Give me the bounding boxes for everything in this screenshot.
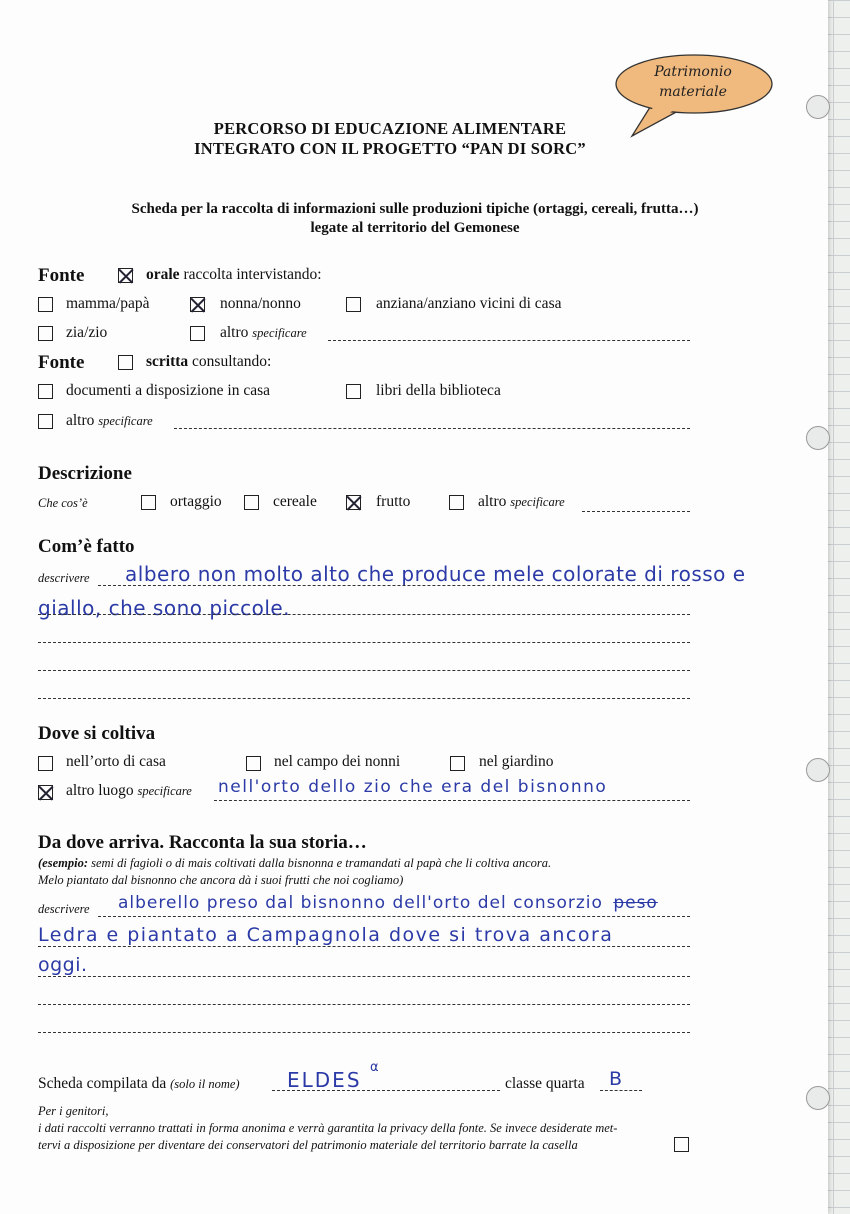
come-fatto-answer-1: albero non molto alto che produce mele colorate di rosso e (125, 562, 746, 586)
orto-casa-label: nell’orto di casa (66, 753, 166, 770)
campo-nonni-label: nel campo dei nonni (274, 753, 401, 770)
compiled-by-label: Scheda compilata da (solo il nome) (38, 1075, 240, 1092)
orale-altro-label: altro specificare (220, 324, 307, 341)
parents-heading: Per i genitori, (38, 1104, 109, 1118)
ortaggio-label: ortaggio (170, 493, 222, 510)
punch-hole (806, 95, 830, 119)
storia-answer-2: Ledra e piantato a Campagnola dove si trova ancora (38, 924, 614, 946)
dove-coltiva-heading: Dove si coltiva (38, 723, 156, 744)
orto-casa-checkbox[interactable] (38, 756, 53, 771)
storia-struck-word: peso (613, 893, 658, 913)
libri-checkbox[interactable] (346, 384, 361, 399)
come-fatto-line-5[interactable] (38, 698, 690, 699)
giardino-checkbox[interactable] (450, 756, 465, 771)
compiled-by-line[interactable] (272, 1090, 500, 1091)
descr-altro-line[interactable] (582, 511, 690, 512)
come-fatto-line-3[interactable] (38, 642, 690, 643)
orale-altro-line[interactable] (328, 340, 690, 341)
zia-zio-label: zia/zio (66, 324, 108, 341)
parents-line-1: i dati raccolti verranno trattati in forma anonima e verrà garantita la privacy della fonte. Se invece desiderate met- (38, 1121, 618, 1135)
class-line[interactable] (600, 1090, 642, 1091)
orale-altro-checkbox[interactable] (190, 326, 205, 341)
punch-hole (806, 1086, 830, 1110)
campo-nonni-checkbox[interactable] (246, 756, 261, 771)
cereale-label: cereale (273, 493, 317, 510)
bubble-label (614, 62, 772, 102)
storia-example-2: Melo piantato dal bisnonno che ancora dà i suoi frutti che noi cogliamo) (38, 873, 404, 887)
storia-line-4[interactable] (38, 1004, 690, 1005)
storia-line-1[interactable] (98, 916, 690, 917)
orale-checkbox[interactable] (118, 268, 133, 283)
parents-line-2: tervi a disposizione per diventare dei conservatori del patrimonio materiale del territorio barrate la casella (38, 1138, 578, 1152)
frutto-label: frutto (376, 493, 411, 510)
mamma-papa-checkbox[interactable] (38, 297, 53, 312)
nonna-nonno-checkbox[interactable] (190, 297, 205, 312)
storia-line-2[interactable] (38, 946, 690, 947)
scritta-altro-line[interactable] (174, 428, 690, 429)
storia-line-3[interactable] (38, 976, 690, 977)
compiled-by-mark: α (370, 1060, 380, 1075)
descr-altro-label: altro specificare (478, 493, 565, 510)
altro-luogo-answer: nell'orto dello zio che era del bisnonno (218, 777, 608, 797)
scritta-caption: scritta consultando: (146, 353, 272, 370)
zia-zio-checkbox[interactable] (38, 326, 53, 341)
anziani-checkbox[interactable] (346, 297, 361, 312)
scritta-altro-label: altro specificare (66, 412, 153, 429)
title-line-1: PERCORSO DI EDUCAZIONE ALIMENTARE (213, 119, 567, 138)
punch-hole (806, 758, 830, 782)
storia-heading: Da dove arriva. Racconta la sua storia… (38, 832, 367, 853)
grid-paper-margin (828, 0, 850, 1214)
giardino-label: nel giardino (479, 753, 554, 770)
class-value: B (609, 1068, 623, 1090)
come-fatto-line-4[interactable] (38, 670, 690, 671)
descr-altro-checkbox[interactable] (449, 495, 464, 510)
parents-consent-checkbox[interactable] (674, 1137, 689, 1152)
storia-example-1: (esempio: semi di fagioli o di mais coltivati dalla bisnonna e tramandati al papà che li coltiva ancora. (38, 856, 552, 870)
bubble-line-2: materiale (659, 84, 727, 100)
subtitle-line-1: Scheda per la raccolta di informazioni sulle produzioni tipiche (ortaggi, cereali, frutta…) (131, 201, 699, 217)
cereale-checkbox[interactable] (244, 495, 259, 510)
subtitle-line-2: legate al territorio del Gemonese (310, 220, 520, 236)
storia-line-5[interactable] (38, 1032, 690, 1033)
come-fatto-prompt: descrivere (38, 571, 90, 585)
nonna-nonno-label: nonna/nonno (220, 295, 301, 312)
come-fatto-answer-2: giallo, che sono piccole. (38, 596, 291, 620)
altro-luogo-checkbox[interactable] (38, 785, 53, 800)
come-fatto-line-2[interactable] (38, 614, 690, 615)
documenti-checkbox[interactable] (38, 384, 53, 399)
fonte-orale-label: Fonte (38, 265, 85, 286)
libri-label: libri della biblioteca (376, 382, 501, 399)
storia-prompt: descrivere (38, 902, 90, 916)
altro-luogo-line[interactable] (214, 800, 690, 801)
storia-answer-1: alberello preso dal bisnonno dell'orto del consorzio peso (118, 893, 658, 913)
bubble-line-1: Patrimonio (654, 64, 732, 80)
descrizione-prompt: Che cos’è (38, 496, 88, 510)
documenti-label: documenti a disposizione in casa (66, 382, 271, 399)
class-label: classe quarta (505, 1075, 585, 1092)
come-fatto-heading: Com’è fatto (38, 536, 135, 557)
ortaggio-checkbox[interactable] (141, 495, 156, 510)
mamma-papa-label: mamma/papà (66, 295, 150, 312)
come-fatto-line-1[interactable] (98, 585, 690, 586)
frutto-checkbox[interactable] (346, 495, 361, 510)
descrizione-heading: Descrizione (38, 463, 132, 484)
title-line-2: INTEGRATO CON IL PROGETTO “PAN DI SORC” (194, 139, 586, 158)
scritta-checkbox[interactable] (118, 355, 133, 370)
orale-caption: orale raccolta intervistando: (146, 266, 322, 283)
compiled-by-value: ELDES (287, 1068, 362, 1092)
fonte-scritta-label: Fonte (38, 352, 85, 373)
scritta-altro-checkbox[interactable] (38, 414, 53, 429)
punch-hole (806, 426, 830, 450)
altro-luogo-label: altro luogo specificare (66, 782, 192, 799)
storia-answer-3: oggi. (38, 954, 88, 976)
anziani-label: anziana/anziano vicini di casa (376, 295, 562, 312)
